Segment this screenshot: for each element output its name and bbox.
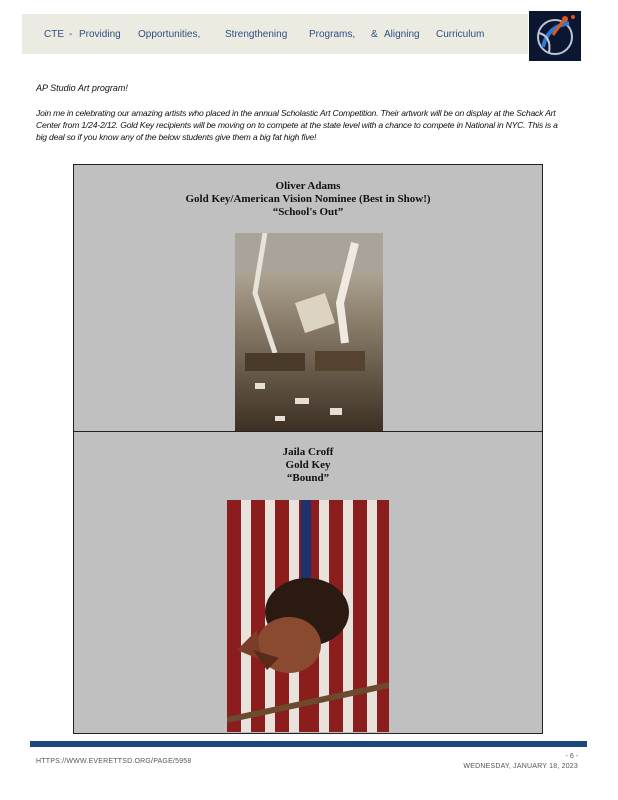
banner-word: CTE — [44, 29, 64, 40]
artwork-title: “School's Out” — [272, 206, 344, 218]
banner-word: - — [69, 29, 73, 40]
banner-word: Curriculum — [436, 29, 485, 40]
award-entry — [74, 432, 542, 733]
footer-url: HTTPS://WWW.EVERETTSD.ORG/PAGE/5958 — [36, 758, 192, 765]
banner-word: Opportunities, — [138, 29, 201, 40]
student-name: Jaila Croff — [282, 446, 334, 458]
award-entry — [74, 165, 542, 432]
student-name: Oliver Adams — [275, 180, 341, 192]
award-level: Gold Key/American Vision Nominee (Best in Show!) — [185, 193, 431, 205]
intro-body: Join me in celebrating our amazing artists who placed in the annual Scholastic Art Competition. Their artwork will be on display at the Schack Art Center from 1/24-2/12. Gold Key recipients will be moving on to compete at the state level with a chance to compete in National in NYC. This is a big deal so if you know any of the below students give them a big fat high five! — [36, 108, 558, 142]
banner-word: Strengthening — [225, 29, 288, 40]
artwork-image — [227, 500, 389, 732]
footer-rule — [30, 741, 587, 747]
intro-title: AP Studio Art program! — [36, 83, 128, 93]
awards-table — [73, 164, 543, 734]
banner-word: Aligning — [384, 29, 420, 40]
district-logo — [529, 11, 581, 61]
banner-word: Providing — [79, 29, 121, 40]
banner-word: & — [371, 29, 378, 40]
header-banner — [22, 14, 528, 54]
award-level: Gold Key — [285, 459, 331, 471]
artwork-image — [235, 233, 383, 431]
artwork-title: “Bound” — [286, 472, 330, 484]
page-number: - 6 - — [565, 753, 578, 760]
footer-date: WEDNESDAY, JANUARY 18, 2023 — [463, 763, 578, 770]
banner-word: Programs, — [309, 29, 356, 40]
